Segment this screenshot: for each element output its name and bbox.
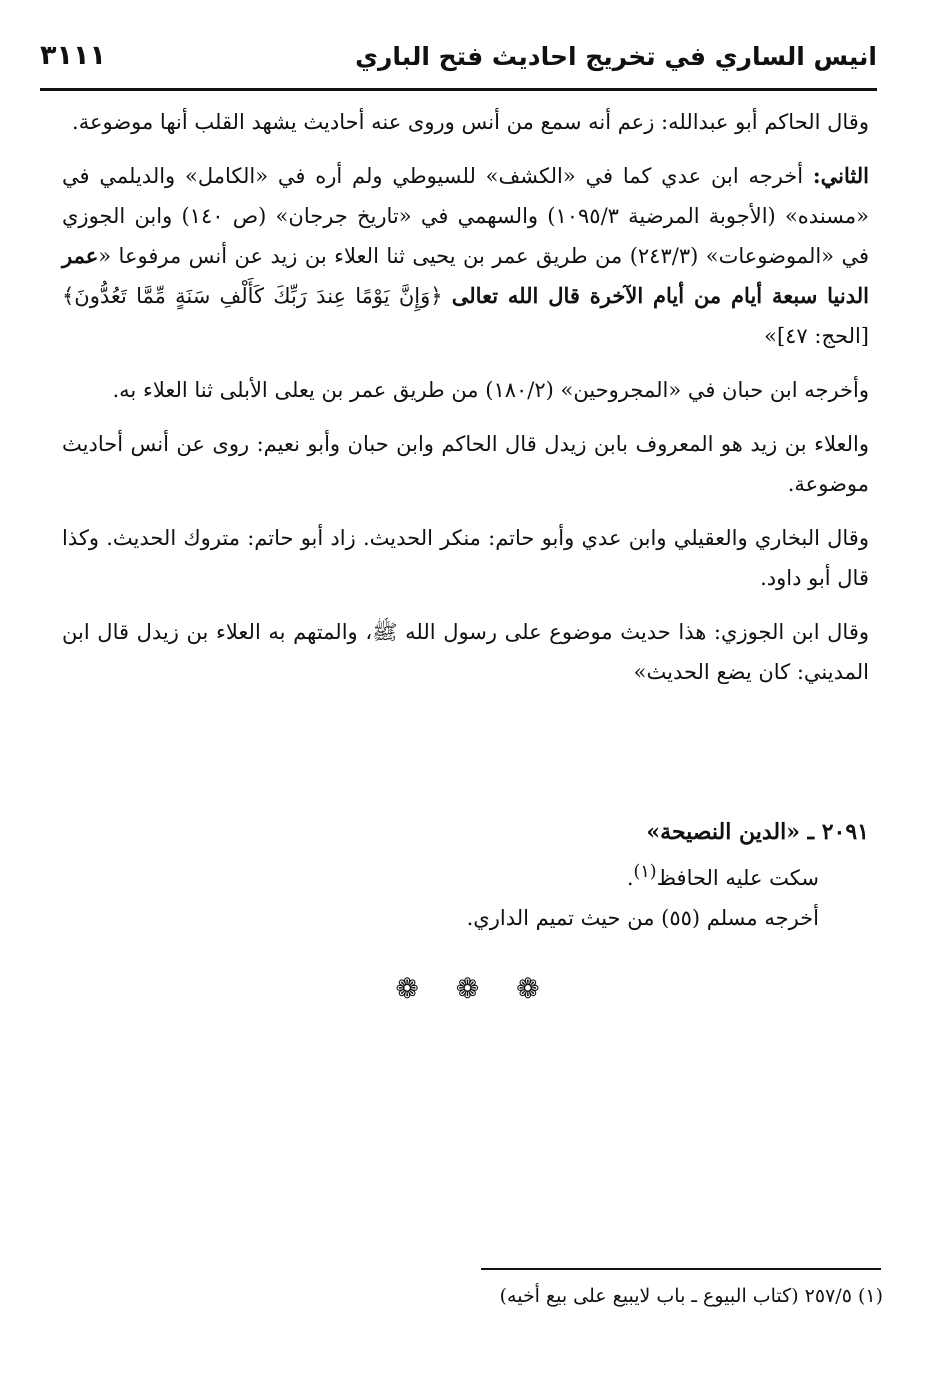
entry-punct: . — [626, 866, 634, 890]
paragraph: وقال ابن الجوزي: هذا حديث موضوع على رسول الله ﷺ، والمتهم به العلاء بن زيدل قال ابن المديني: كان يضع الحديث» — [62, 620, 869, 684]
paragraph: والعلاء بن زيد هو المعروف بابن زيدل قال الحاكم وابن حبان وأبو نعيم: روى عن أنس أحاديث موضوعة. — [62, 432, 869, 496]
paragraph: وقال البخاري والعقيلي وابن عدي وأبو حاتم: منكر الحديث. زاد أبو حاتم: متروك الحديث. وكذا قال أبو داود. — [62, 526, 869, 590]
footnote-divider — [481, 1268, 881, 1270]
header-divider — [40, 88, 877, 91]
book-title: انيس الساري في تخريج احاديث فتح الباري — [355, 42, 877, 71]
entry-heading: ٢٠٩١ ـ «الدين النصيحة» — [646, 819, 869, 845]
main-text — [62, 102, 869, 706]
entry-line: أخرجه مسلم (٥٥) من حيث تميم الداري. — [466, 906, 819, 930]
page-number: ٣١١١ — [40, 40, 106, 71]
quran-verse: ﴿وَإِنَّ يَوْمًا عِندَ رَبِّكَ كَأَلْفِ سَنَةٍ مِّمَّا تَعُدُّونَ﴾ — [62, 284, 452, 308]
entry-line — [80, 852, 869, 898]
footnote-marker: (١) — [633, 862, 657, 882]
paragraph — [62, 156, 869, 356]
entry-text: سكت عليه الحافظ — [656, 866, 819, 890]
paragraph-text: أخرجه ابن عدي كما في «الكشف» للسيوطي ولم أره في «الكامل» والديلمي في «مسنده» (الأجوبة المرضية ١٠٩٥/٣) والسهمي في «تاريخ جرجان» (ص ١٤٠) وابن الجوزي في «الموضوعات» (٢٤٣/٣) من طريق عمر بن يحيى ثنا العلاء بن زيد عن أنس مرفوعا « — [62, 164, 869, 268]
footnote: (١) ٢٥٧/٥ (كتاب البيوع ـ باب لايبيع على بيع أخيه) — [499, 1285, 883, 1307]
paragraph-label: الثاني: — [812, 163, 869, 188]
section-separator: ❁ ❁ ❁ — [395, 972, 554, 1005]
page-header — [40, 38, 877, 84]
paragraph: وقال الحاكم أبو عبدالله: زعم أنه سمع من أنس وروى عنه أحاديث يشهد القلب أنها موضوعة. — [72, 110, 869, 134]
verse-reference: [الحج: ٤٧]» — [764, 324, 869, 348]
hadith-text: عمر الدنيا سبعة أيام من أيام الآخرة قال الله تعالى — [62, 243, 869, 308]
paragraph: وأخرجه ابن حبان في «المجروحين» (١٨٠/٢) من طريق عمر بن يعلى الأبلى ثنا العلاء به. — [112, 378, 869, 402]
hadith-entry — [80, 812, 869, 938]
